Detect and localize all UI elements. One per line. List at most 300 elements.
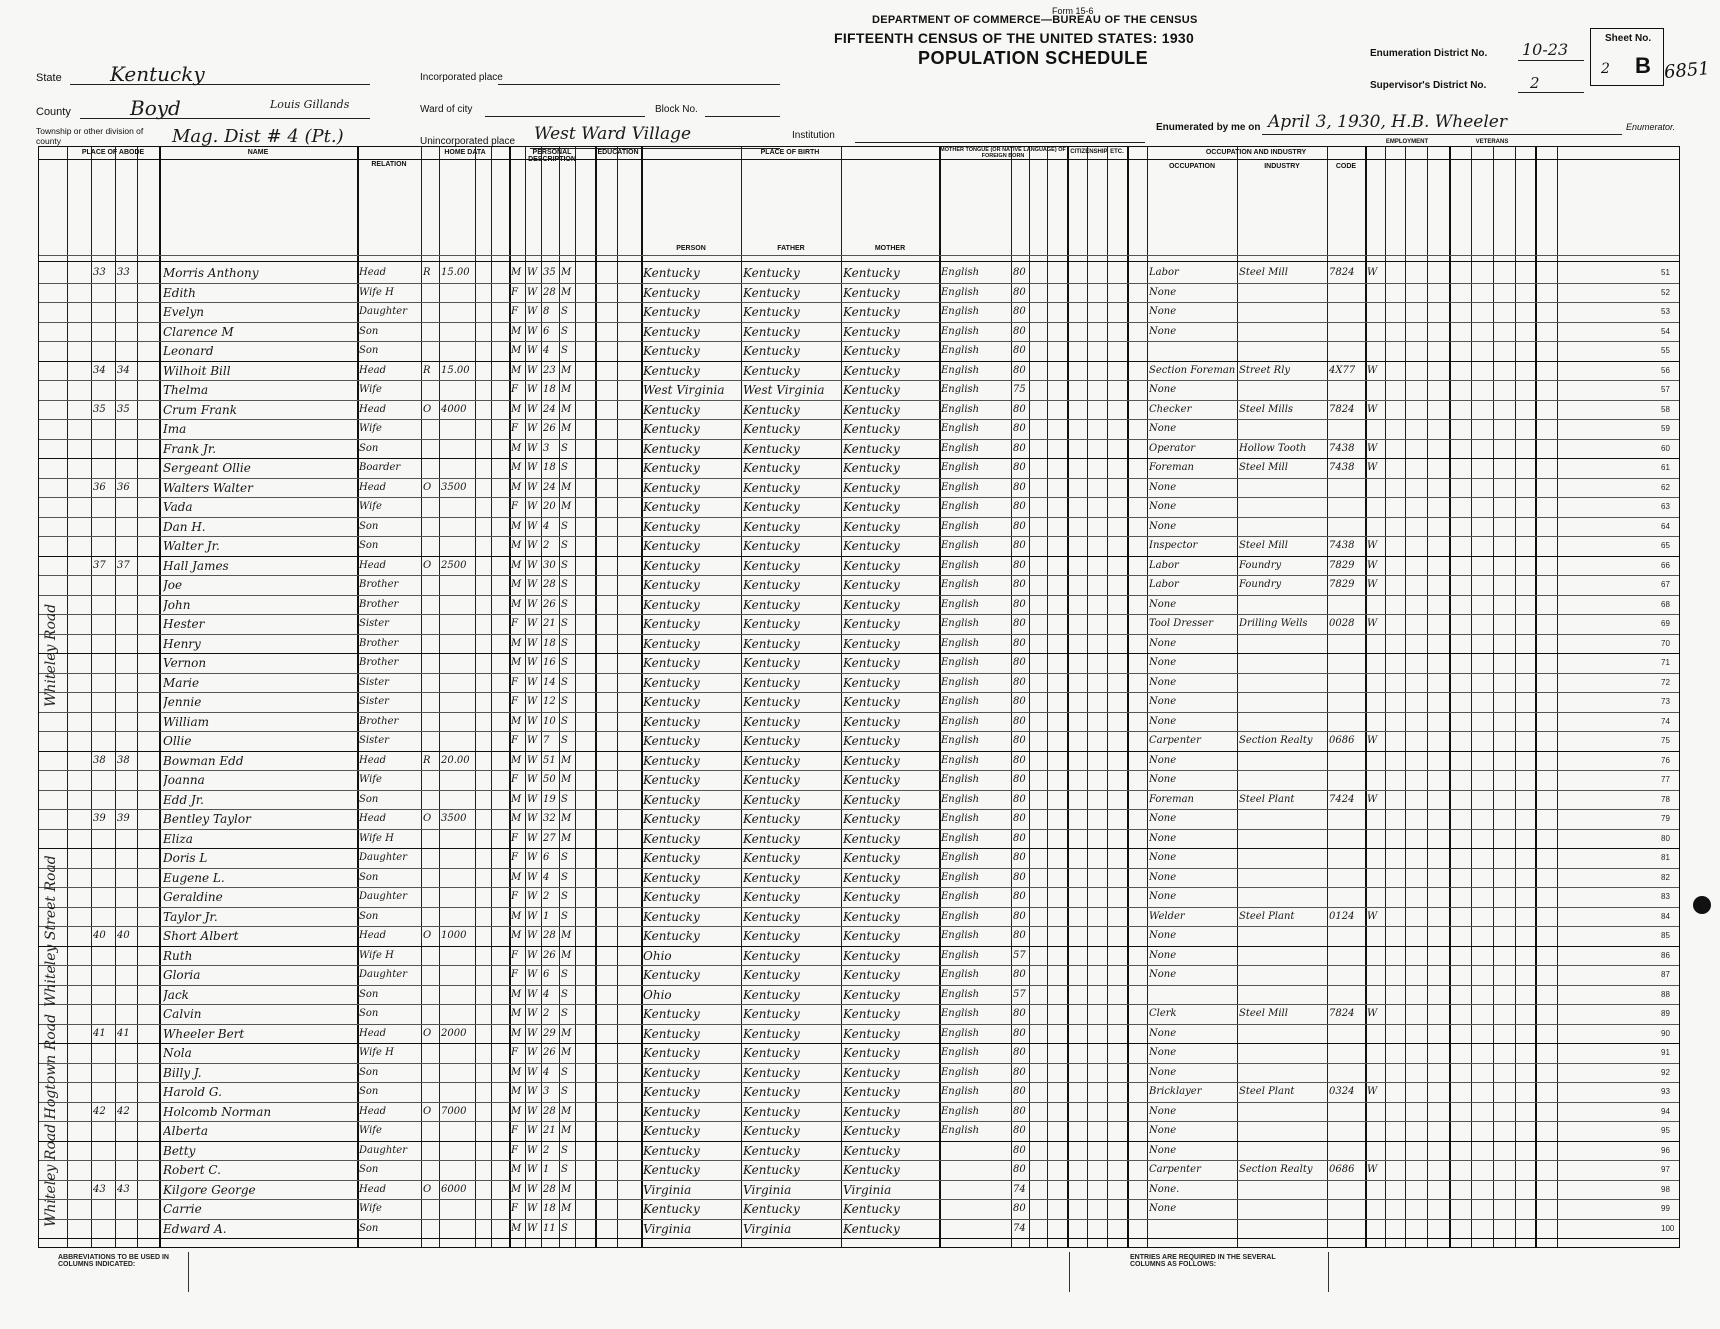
age: 3 bbox=[543, 1086, 550, 1097]
table-row bbox=[39, 400, 1679, 418]
enumerated-label: Enumerated by me on bbox=[1156, 122, 1261, 133]
birthplace-father: Kentucky bbox=[743, 714, 800, 729]
family-number: 33 bbox=[117, 267, 130, 278]
birthplace-father: Kentucky bbox=[743, 305, 800, 319]
birthplace-mother: Kentucky bbox=[843, 1026, 900, 1041]
sex: M bbox=[511, 598, 522, 610]
line-number: 68 bbox=[1661, 599, 1670, 609]
occupation-code: 7824 bbox=[1329, 1008, 1355, 1019]
abbrev-title: ABBREVIATIONS TO BE USED IN COLUMNS INDICATED: bbox=[58, 1254, 169, 1268]
occupation-code: 7438 bbox=[1329, 442, 1355, 454]
enum-district-underline bbox=[1518, 60, 1584, 61]
class-of-worker: W bbox=[1367, 442, 1378, 454]
relation: Son bbox=[359, 345, 379, 356]
sex: F bbox=[511, 1047, 518, 1058]
race: W bbox=[527, 1008, 538, 1019]
person-name: Marie bbox=[163, 675, 200, 690]
mother-tongue: English bbox=[941, 364, 980, 376]
relation: Son bbox=[359, 1008, 379, 1019]
table-row bbox=[39, 1082, 1679, 1100]
table-row bbox=[39, 946, 1679, 964]
group-relation: RELATION bbox=[371, 161, 407, 168]
tongue-code: 80 bbox=[1013, 345, 1026, 356]
mother-tongue: English bbox=[941, 598, 980, 610]
sex: F bbox=[511, 696, 518, 707]
person-name: Vada bbox=[163, 500, 193, 514]
tenure: R bbox=[423, 267, 431, 278]
mother-tongue: English bbox=[941, 1066, 980, 1078]
birthplace-father: Kentucky bbox=[743, 363, 800, 378]
line-number: 100 bbox=[1661, 1223, 1675, 1233]
race: W bbox=[527, 1125, 538, 1136]
person-name: Ruth bbox=[163, 948, 193, 963]
home-value: 20.00 bbox=[441, 754, 470, 766]
industry: Foundry bbox=[1239, 579, 1282, 590]
subhead-mother: MOTHER bbox=[874, 245, 906, 252]
birthplace-mother: Virginia bbox=[843, 1182, 892, 1197]
race: W bbox=[527, 1183, 538, 1195]
tongue-code: 80 bbox=[1013, 364, 1026, 376]
birthplace-person: Kentucky bbox=[643, 422, 700, 436]
mother-tongue: English bbox=[941, 1086, 980, 1097]
occupation: Labor bbox=[1149, 267, 1179, 278]
age: 28 bbox=[543, 1183, 556, 1195]
line-number: 92 bbox=[1661, 1067, 1670, 1077]
table-row bbox=[39, 1063, 1679, 1081]
tenure: O bbox=[423, 930, 432, 941]
occupation: Tool Dresser bbox=[1149, 618, 1213, 629]
birthplace-mother: Kentucky bbox=[843, 773, 900, 787]
person-name: Bowman Edd bbox=[163, 753, 244, 768]
race: W bbox=[527, 910, 538, 922]
birthplace-person: Kentucky bbox=[643, 461, 700, 475]
class-of-worker: W bbox=[1367, 1086, 1378, 1097]
occupation: None bbox=[1149, 891, 1177, 902]
birthplace-mother: Kentucky bbox=[843, 617, 900, 631]
occupation: None bbox=[1149, 598, 1177, 610]
tongue-code: 80 bbox=[1013, 910, 1026, 922]
tongue-code: 80 bbox=[1013, 442, 1026, 454]
birthplace-mother: Kentucky bbox=[843, 1007, 900, 1021]
industry: Steel Plant bbox=[1239, 1086, 1295, 1097]
birthplace-father: Kentucky bbox=[743, 851, 800, 865]
mother-tongue: English bbox=[941, 306, 980, 317]
relation: Wife bbox=[359, 501, 382, 512]
person-name: Henry bbox=[163, 636, 201, 651]
county-label: County bbox=[36, 106, 71, 118]
sex: M bbox=[511, 1027, 522, 1039]
tongue-code: 80 bbox=[1013, 1086, 1026, 1097]
line-number: 61 bbox=[1661, 463, 1670, 472]
birthplace-father: Kentucky bbox=[743, 792, 800, 807]
marital: M bbox=[561, 930, 572, 941]
subhead-code: CODE bbox=[1335, 163, 1357, 170]
relation: Head bbox=[359, 1183, 387, 1195]
relation: Head bbox=[359, 813, 387, 824]
mother-tongue: English bbox=[941, 384, 980, 395]
relation: Head bbox=[359, 1027, 387, 1039]
line-number: 91 bbox=[1661, 1048, 1670, 1057]
sheet-label: Sheet No. bbox=[1605, 33, 1652, 44]
tongue-code: 80 bbox=[1013, 325, 1026, 337]
relation: Son bbox=[359, 520, 379, 532]
race: W bbox=[527, 793, 538, 805]
occupation: None bbox=[1149, 286, 1177, 298]
occupation: Carpenter bbox=[1149, 1164, 1201, 1175]
group-citizenship: CITIZENSHIP, ETC. bbox=[1070, 149, 1124, 155]
sex: M bbox=[511, 1183, 522, 1195]
table-row bbox=[39, 595, 1679, 613]
race: W bbox=[527, 462, 538, 473]
sex: F bbox=[511, 1203, 518, 1214]
group-education: EDUCATION bbox=[597, 149, 639, 156]
mother-tongue: English bbox=[941, 930, 980, 941]
sex: M bbox=[511, 325, 522, 337]
race: W bbox=[527, 540, 538, 551]
mother-tongue: English bbox=[941, 618, 980, 629]
sex: M bbox=[511, 657, 522, 668]
person-name: Holcomb Norman bbox=[163, 1104, 272, 1119]
state-value: Kentucky bbox=[110, 62, 205, 86]
line-number: 84 bbox=[1661, 911, 1670, 921]
dwelling-number: 43 bbox=[93, 1183, 106, 1195]
birthplace-father: Kentucky bbox=[743, 948, 800, 963]
age: 8 bbox=[543, 306, 550, 317]
tongue-code: 80 bbox=[1013, 715, 1026, 727]
age: 4 bbox=[543, 988, 550, 1000]
sex: F bbox=[511, 1144, 518, 1156]
occupation-code: 7824 bbox=[1329, 403, 1355, 415]
mother-tongue: English bbox=[941, 520, 980, 532]
punch-hole bbox=[1693, 896, 1711, 914]
occupation-code: 0028 bbox=[1329, 618, 1355, 629]
sex: F bbox=[511, 286, 518, 298]
occupation: Foreman bbox=[1149, 462, 1194, 473]
occupation: Checker bbox=[1149, 403, 1192, 415]
tongue-code: 80 bbox=[1013, 1144, 1026, 1156]
mother-tongue: English bbox=[941, 481, 980, 493]
relation: Son bbox=[359, 988, 379, 1000]
tongue-code: 80 bbox=[1013, 813, 1026, 824]
table-row bbox=[39, 653, 1679, 671]
birthplace-father: Kentucky bbox=[743, 773, 800, 787]
relation: Boarder bbox=[359, 462, 401, 473]
sex: M bbox=[511, 930, 522, 941]
race: W bbox=[527, 696, 538, 707]
race: W bbox=[527, 267, 538, 278]
line-number: 62 bbox=[1661, 482, 1670, 492]
birthplace-father: Kentucky bbox=[743, 987, 800, 1002]
person-name: Edd Jr. bbox=[163, 792, 204, 807]
marital: M bbox=[561, 774, 572, 785]
birthplace-mother: Kentucky bbox=[843, 753, 900, 768]
tongue-code: 80 bbox=[1013, 1047, 1026, 1058]
table-row bbox=[39, 419, 1679, 437]
block-underline bbox=[705, 116, 780, 117]
occupation: None. bbox=[1149, 1183, 1180, 1195]
sex: F bbox=[511, 618, 518, 629]
mother-tongue: English bbox=[941, 910, 980, 922]
occupation: None bbox=[1149, 754, 1177, 766]
occupation: None bbox=[1149, 774, 1177, 785]
person-name: Kilgore George bbox=[163, 1182, 256, 1197]
birthplace-father: Kentucky bbox=[743, 344, 800, 358]
relation: Daughter bbox=[359, 891, 407, 902]
birthplace-mother: Kentucky bbox=[843, 597, 900, 612]
birthplace-father: Kentucky bbox=[743, 578, 800, 592]
tongue-code: 80 bbox=[1013, 735, 1026, 746]
birthplace-father: Kentucky bbox=[743, 539, 800, 553]
relation: Son bbox=[359, 871, 379, 883]
tenure: O bbox=[423, 1027, 432, 1039]
race: W bbox=[527, 852, 538, 863]
home-value: 1000 bbox=[441, 930, 467, 941]
dwelling-number: 39 bbox=[93, 813, 106, 824]
sex: F bbox=[511, 969, 518, 980]
occupation: None bbox=[1149, 1203, 1177, 1214]
dwelling-number: 33 bbox=[93, 267, 106, 278]
sex: M bbox=[511, 481, 522, 493]
birthplace-mother: Kentucky bbox=[843, 1202, 900, 1216]
birthplace-person: Virginia bbox=[643, 1182, 692, 1197]
birthplace-mother: Kentucky bbox=[843, 461, 900, 475]
line-number: 58 bbox=[1661, 404, 1670, 414]
family-number: 41 bbox=[117, 1027, 130, 1039]
tongue-code: 80 bbox=[1013, 306, 1026, 317]
relation: Son bbox=[359, 1086, 379, 1097]
age: 28 bbox=[543, 286, 556, 298]
dwelling-number: 37 bbox=[93, 559, 106, 571]
marital: M bbox=[561, 813, 572, 824]
family-number: 43 bbox=[117, 1183, 130, 1195]
industry: Foundry bbox=[1239, 559, 1282, 571]
mother-tongue: English bbox=[941, 540, 980, 551]
birthplace-father: Kentucky bbox=[743, 753, 800, 768]
tongue-code: 80 bbox=[1013, 559, 1026, 571]
mother-tongue: English bbox=[941, 813, 980, 824]
birthplace-person: Kentucky bbox=[643, 324, 700, 339]
class-of-worker: W bbox=[1367, 1008, 1378, 1019]
block-label: Block No. bbox=[655, 104, 698, 115]
class-of-worker: W bbox=[1367, 462, 1378, 473]
birthplace-mother: Kentucky bbox=[843, 987, 900, 1002]
line-number: 55 bbox=[1661, 346, 1670, 355]
table-row bbox=[39, 848, 1679, 866]
marital: S bbox=[561, 735, 568, 746]
tenure: R bbox=[423, 754, 431, 766]
birthplace-father: Virginia bbox=[743, 1221, 792, 1236]
table-row bbox=[39, 263, 1679, 281]
relation: Brother bbox=[359, 579, 399, 590]
sex: M bbox=[511, 715, 522, 727]
race: W bbox=[527, 774, 538, 785]
table-row bbox=[39, 1160, 1679, 1178]
race: W bbox=[527, 598, 538, 610]
person-name: Vernon bbox=[163, 656, 207, 670]
class-of-worker: W bbox=[1367, 910, 1378, 922]
person-name: Doris L bbox=[163, 851, 208, 865]
marital: M bbox=[561, 423, 572, 434]
person-name: William bbox=[163, 714, 210, 729]
township-label: Township or other division of county bbox=[36, 126, 144, 146]
age: 29 bbox=[543, 1027, 556, 1039]
marital: S bbox=[561, 579, 568, 590]
line-number: 71 bbox=[1661, 658, 1670, 667]
race: W bbox=[527, 1086, 538, 1097]
tenure: O bbox=[423, 481, 432, 493]
person-name: Evelyn bbox=[163, 305, 204, 319]
family-number: 42 bbox=[117, 1105, 130, 1117]
line-number: 73 bbox=[1661, 697, 1670, 706]
birthplace-father: Kentucky bbox=[743, 422, 800, 436]
relation: Son bbox=[359, 793, 379, 805]
marital: M bbox=[561, 832, 572, 844]
line-number: 88 bbox=[1661, 989, 1670, 999]
birthplace-father: Kentucky bbox=[743, 500, 800, 514]
table-row bbox=[39, 809, 1679, 827]
age: 10 bbox=[543, 715, 556, 727]
marital: S bbox=[561, 598, 568, 610]
occupation-code: 7824 bbox=[1329, 267, 1355, 278]
relation: Daughter bbox=[359, 1144, 407, 1156]
line-number: 72 bbox=[1661, 677, 1670, 687]
subhead-person: PERSON bbox=[676, 245, 706, 252]
line-number: 90 bbox=[1661, 1028, 1670, 1038]
birthplace-person: West Virginia bbox=[643, 383, 725, 397]
birthplace-mother: Kentucky bbox=[843, 636, 900, 651]
mother-tongue: English bbox=[941, 949, 980, 961]
age: 27 bbox=[543, 832, 556, 844]
birthplace-father: Kentucky bbox=[743, 519, 800, 534]
line-number: 64 bbox=[1661, 521, 1670, 531]
birthplace-father: Kentucky bbox=[743, 617, 800, 631]
occupation: None bbox=[1149, 871, 1177, 883]
birthplace-mother: Kentucky bbox=[843, 714, 900, 729]
sex: F bbox=[511, 949, 518, 961]
birthplace-father: Kentucky bbox=[743, 597, 800, 612]
marital: S bbox=[561, 1066, 568, 1078]
group-home: HOME DATA bbox=[444, 149, 486, 156]
person-name: Morris Anthony bbox=[163, 266, 259, 280]
birthplace-person: Kentucky bbox=[643, 656, 700, 670]
enumerator-label: Enumerator. bbox=[1626, 122, 1676, 132]
race: W bbox=[527, 735, 538, 746]
line-number: 81 bbox=[1661, 853, 1670, 862]
birthplace-mother: Kentucky bbox=[843, 422, 900, 436]
sex: M bbox=[511, 403, 522, 415]
home-value: 15.00 bbox=[441, 267, 470, 278]
sex: M bbox=[511, 637, 522, 649]
table-row bbox=[39, 829, 1679, 847]
age: 6 bbox=[543, 852, 550, 863]
birthplace-mother: Kentucky bbox=[843, 1104, 900, 1119]
table-row bbox=[39, 1180, 1679, 1198]
tongue-code: 80 bbox=[1013, 774, 1026, 785]
tongue-code: 80 bbox=[1013, 579, 1026, 590]
marital: S bbox=[561, 345, 568, 356]
marital: S bbox=[561, 540, 568, 551]
race: W bbox=[527, 832, 538, 844]
mother-tongue: English bbox=[941, 325, 980, 337]
sex: F bbox=[511, 774, 518, 785]
marital: S bbox=[561, 871, 568, 883]
birthplace-mother: Kentucky bbox=[843, 1221, 900, 1236]
marital: M bbox=[561, 1027, 572, 1039]
line-number: 75 bbox=[1661, 736, 1670, 745]
dwelling-number: 42 bbox=[93, 1105, 106, 1117]
line-number: 94 bbox=[1661, 1106, 1670, 1116]
relation: Daughter bbox=[359, 969, 407, 980]
margin-note-1: Whiteley Road bbox=[43, 603, 59, 707]
occupation-code: 7424 bbox=[1329, 793, 1355, 805]
class-of-worker: W bbox=[1367, 735, 1378, 746]
age: 28 bbox=[543, 930, 556, 941]
occupation: None bbox=[1149, 676, 1177, 688]
line-number: 52 bbox=[1661, 287, 1670, 297]
class-of-worker: W bbox=[1367, 559, 1378, 571]
relation: Head bbox=[359, 267, 387, 278]
age: 18 bbox=[543, 384, 556, 395]
person-name: Dan H. bbox=[163, 519, 206, 534]
race: W bbox=[527, 1203, 538, 1214]
occupation: None bbox=[1149, 1105, 1177, 1117]
line-number: 98 bbox=[1661, 1184, 1670, 1194]
sex: F bbox=[511, 891, 518, 902]
subhead-occupation: OCCUPATION bbox=[1168, 163, 1216, 170]
occupation: Section Foreman bbox=[1149, 364, 1236, 376]
race: W bbox=[527, 930, 538, 941]
table-row bbox=[39, 1102, 1679, 1120]
family-number: 35 bbox=[117, 403, 130, 415]
marital: S bbox=[561, 715, 568, 727]
birthplace-person: Kentucky bbox=[643, 1085, 700, 1099]
tongue-code: 80 bbox=[1013, 286, 1026, 298]
sex: M bbox=[511, 559, 522, 571]
person-name: Nola bbox=[163, 1046, 192, 1060]
table-row bbox=[39, 283, 1679, 301]
schedule-title: POPULATION SCHEDULE bbox=[918, 48, 1149, 68]
sex: M bbox=[511, 345, 522, 356]
table-row bbox=[39, 458, 1679, 476]
table-row bbox=[39, 361, 1679, 379]
occupation: None bbox=[1149, 813, 1177, 824]
occupation: Bricklayer bbox=[1149, 1086, 1202, 1097]
occupation: None bbox=[1149, 501, 1177, 512]
line-number: 54 bbox=[1661, 326, 1670, 336]
incorporated-underline bbox=[498, 84, 780, 85]
sex: M bbox=[511, 793, 522, 805]
sheet-side: B bbox=[1635, 53, 1651, 78]
line-number: 51 bbox=[1661, 268, 1670, 277]
person-name: Harold G. bbox=[163, 1085, 222, 1099]
mother-tongue: English bbox=[941, 345, 980, 356]
mother-tongue: English bbox=[941, 793, 980, 805]
birthplace-father: Kentucky bbox=[743, 656, 800, 670]
person-name: Walters Walter bbox=[163, 480, 253, 495]
birthplace-person: Kentucky bbox=[643, 578, 700, 592]
birthplace-mother: Kentucky bbox=[843, 968, 900, 982]
relation: Son bbox=[359, 1222, 379, 1234]
age: 4 bbox=[543, 871, 550, 883]
industry: Steel Mill bbox=[1239, 267, 1288, 278]
birthplace-person: Kentucky bbox=[643, 792, 700, 807]
line-number: 60 bbox=[1661, 443, 1670, 453]
birthplace-person: Kentucky bbox=[643, 890, 700, 904]
tongue-code: 80 bbox=[1013, 696, 1026, 707]
table-row bbox=[39, 517, 1679, 535]
mother-tongue: English bbox=[941, 267, 980, 278]
group-occupation: OCCUPATION AND INDUSTRY bbox=[1205, 149, 1307, 156]
